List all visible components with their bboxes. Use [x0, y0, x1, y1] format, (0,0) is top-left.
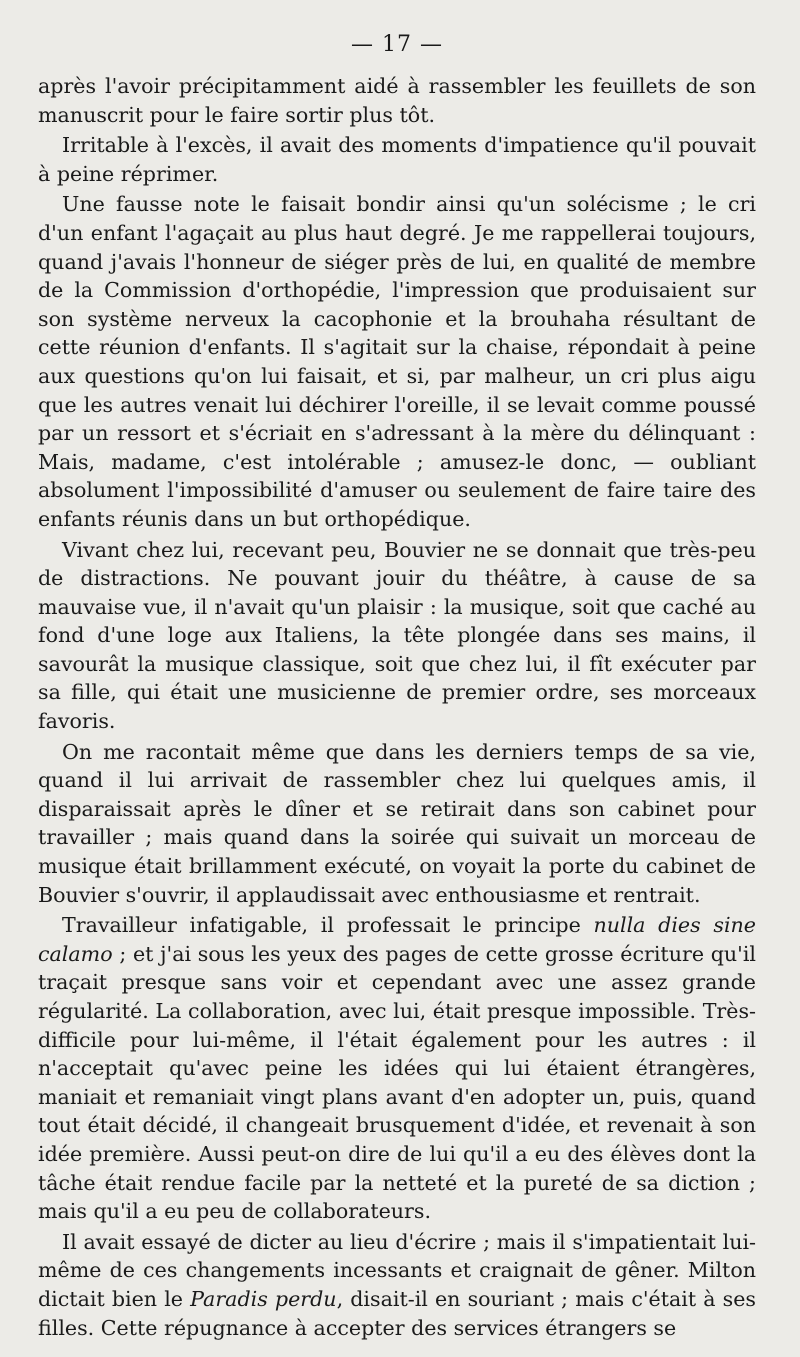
page-number: — 17 —	[351, 32, 443, 57]
paragraph-text: ; et j'ai sous les yeux des pages de cette grosse écriture qu'il traçait presque sans voir et cependant avec une assez grande régularité. La collaboration, avec lui, était presque impossible. Très-difficile pour lui-même, il l'était également pour les autres : il n'acceptait qu'avec peine les idées qui lui étaient étrangères, maniait et remaniait vingt plans avant d'en adopter un, puis, quand tout était décidé, il changeait brusquement d'idée, et revenait à son idée première. Aussi peut-on dire de lui qu'il a eu des élèves dont la tâche était rendue facile par la netteté et la pureté de sa diction ; mais qu'il a eu peu de collaborateurs.	[38, 941, 756, 1224]
paragraph-text: Une fausse note le faisait bondir ainsi qu'un solécisme ; le cri d'un enfant l'agaçait au plus haut degré. Je me rappellerai toujours, quand j'avais l'honneur de siéger près de lui, en qualité de membre de la Commission d'orthopédie, l'impression que produisaient sur son système nerveux la cacophonie et la brouhaha résultant de cette réunion d'enfants. Il s'agitait sur la chaise, répondait à peine aux questions qu'on lui faisait, et si, par malheur, un cri plus aigu que les autres venait lui déchirer l'oreille, il se levait comme poussé par un ressort et s'écriait en s'adressant à la mère du délinquant : Mais, madame, c'est intolérable ; amusez-le donc, — oubliant absolument l'impossibilité d'amuser ou seulement de faire taire des enfants réunis dans un but orthopédique.	[38, 192, 756, 531]
paragraph-text: Il avait essayé de dicter au lieu d'écrire ; mais il s'impatientait lui-même de ces changements incessants et craignait de gêner. Milton dictait bien le	[38, 1229, 756, 1311]
body-text	[38, 72, 756, 1342]
paragraph-text: , disait-il en souriant ; mais c'était à ses filles. Cette répugnance à accepter des services étrangers se	[38, 1286, 756, 1340]
paragraph-text: Travailleur infatigable, il professait le principe	[62, 913, 594, 938]
paragraph	[38, 911, 756, 1226]
paragraph-text: Irritable à l'excès, il avait des moments d'impatience qu'il pouvait à peine réprimer.	[38, 133, 756, 186]
paragraph	[38, 536, 756, 736]
paragraph	[38, 72, 756, 129]
paragraph-text: après l'avoir précipitamment aidé à rassembler les feuillets de son manuscrit pour le faire sortir plus tôt.	[38, 74, 756, 127]
paragraph	[38, 738, 756, 910]
italic-text: Paradis perdu	[190, 1286, 337, 1311]
italic-text: nulla dies sine calamo	[38, 913, 756, 966]
paragraph	[38, 1228, 756, 1342]
paragraph	[38, 131, 756, 188]
paragraph-text: Vivant chez lui, recevant peu, Bouvier ne se donnait que très-peu de distractions. Ne pouvant jouir du théâtre, à cause de sa mauvaise vue, il n'avait qu'un plaisir : la musique, soit que caché au fond d'une loge aux Italiens, la tête plongée dans ses mains, il savourât la musique classique, soit que chez lui, il fît exécuter par sa fille, qui était une musicienne de premier ordre, ses morceaux favoris.	[38, 537, 756, 734]
paragraph	[38, 190, 756, 533]
paragraph-text: On me racontait même que dans les derniers temps de sa vie, quand il lui arrivait de rassembler chez lui quelques amis, il disparaissait après le dîner et se retirait dans son cabinet pour travailler ; mais quand dans la soirée qui suivait un morceau de musique était brillamment exécuté, on voyait la porte du cabinet de Bouvier s'ouvrir, il applaudissait avec enthousiasme et rentrait.	[38, 739, 756, 907]
